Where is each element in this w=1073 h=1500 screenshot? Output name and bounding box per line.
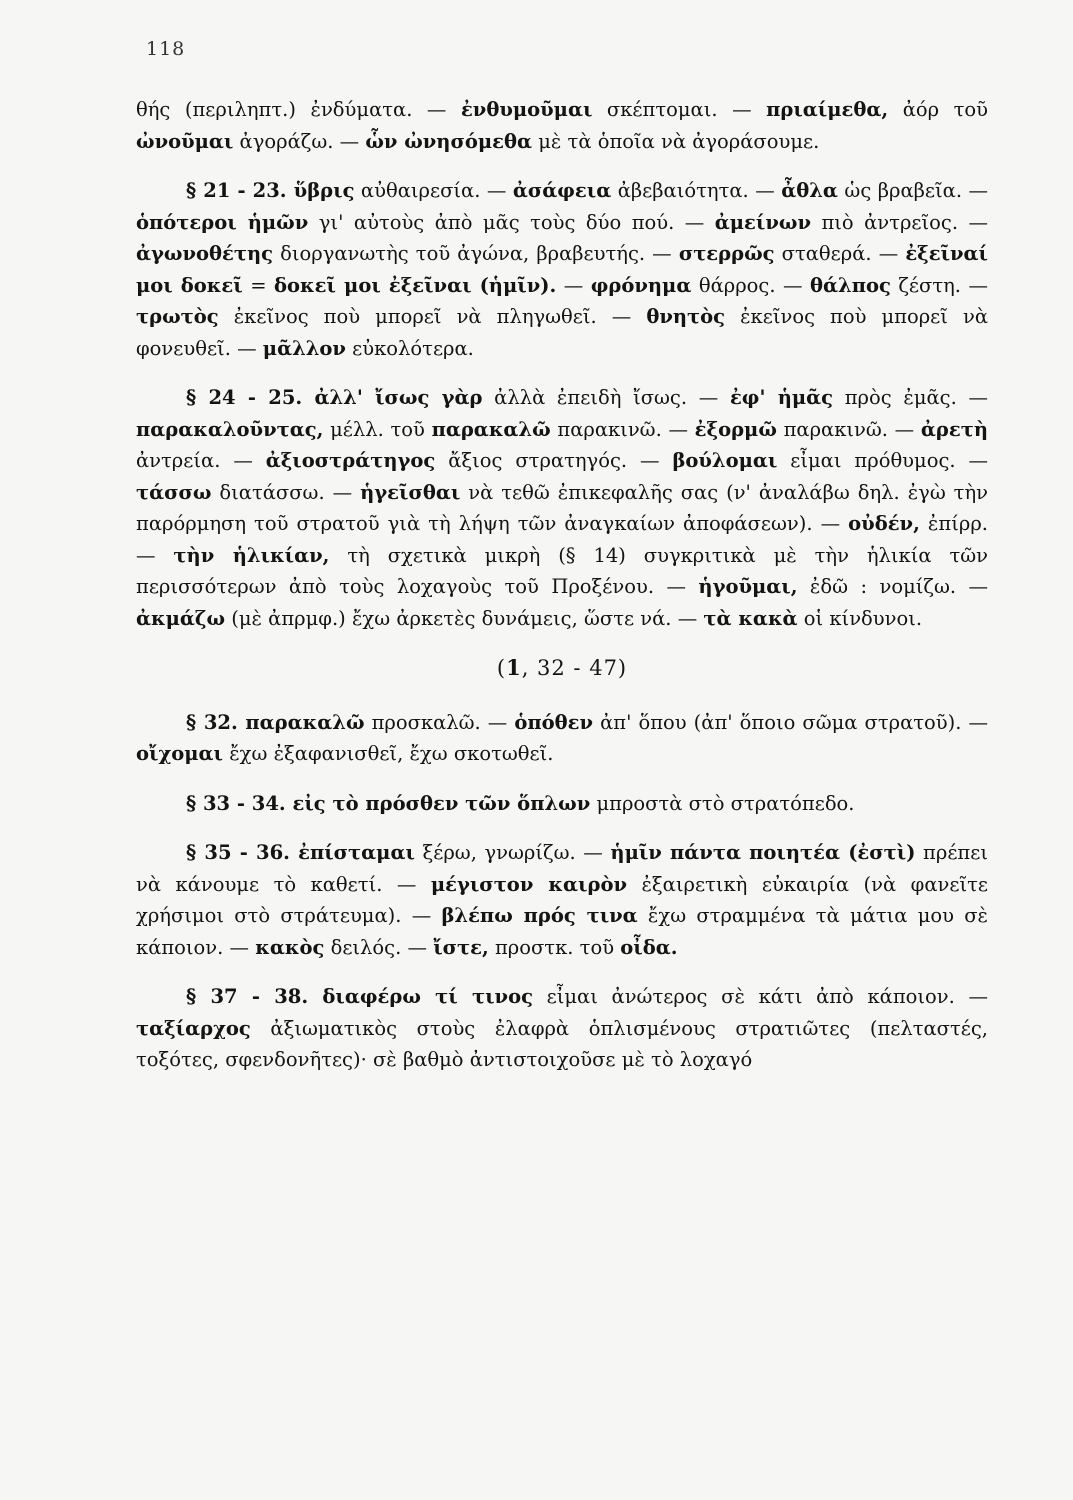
glossary-paragraph bbox=[136, 175, 988, 364]
glossary-term: ἐφ' ἡμᾶς bbox=[729, 386, 834, 409]
glossary-term: θάλπος bbox=[810, 273, 891, 297]
glossary-text: διατάσσω. — bbox=[211, 480, 361, 504]
glossary-term: φρόνημα bbox=[590, 273, 692, 297]
glossary-paragraph bbox=[136, 788, 988, 820]
glossary-text: ( bbox=[496, 656, 507, 680]
glossary-term: οὐδέν, bbox=[848, 512, 920, 535]
glossary-term: ἡγεῖσθαι bbox=[360, 480, 461, 504]
glossary-text: ἐκεῖνος ποὺ μπορεῖ νὰ φονευθεῖ. — bbox=[136, 305, 988, 360]
glossary-text: σκέπτομαι. — bbox=[592, 98, 767, 121]
glossary-text: = bbox=[242, 273, 275, 297]
glossary-term: ἐξορμῶ bbox=[694, 417, 777, 441]
glossary-text: (μὲ ἀπρμφ.) ἔχω ἀρκετὲς δυνάμεις, ὥστε νά. — bbox=[225, 606, 704, 630]
glossary-term: ὠνοῦμαι bbox=[136, 129, 234, 153]
glossary-text: προστκ. τοῦ bbox=[488, 935, 621, 959]
glossary-term: κακὸς bbox=[255, 935, 325, 959]
glossary-term: ἐνθυμοῦμαι bbox=[460, 98, 593, 121]
glossary-term: μᾶλλον bbox=[262, 336, 346, 360]
glossary-text: αὐθαιρεσία. — bbox=[354, 179, 513, 202]
glossary-term: ἀσάφεια bbox=[512, 179, 612, 202]
glossary-term: οἶδα. bbox=[620, 935, 678, 959]
glossary-term: ἀρετὴ bbox=[920, 417, 989, 441]
glossary-term: ἡμῖν πάντα ποιητέα (ἐστὶ) bbox=[610, 841, 916, 864]
glossary-text: ἐδῶ : νομίζω. — bbox=[797, 575, 988, 598]
glossary-text: ὡς βραβεῖα. — bbox=[837, 179, 989, 202]
glossary-term: ὁπότεροι ἡμῶν bbox=[136, 210, 309, 234]
glossary-text: οἱ κίνδυνοι. bbox=[797, 606, 923, 630]
glossary-text: πρὸς ἐμᾶς. — bbox=[833, 386, 988, 409]
glossary-term: 1 bbox=[506, 655, 522, 680]
glossary-text: μὲ τὰ ὁποῖα νὰ ἀγοράσουμε. bbox=[532, 129, 820, 153]
glossary-text: ξέρω, γνωρίζω. — bbox=[414, 841, 611, 864]
glossary-text: ἀντρεία. — bbox=[136, 449, 266, 472]
glossary-term: ἡγοῦμαι, bbox=[698, 575, 798, 598]
glossary-term: τρωτὸς bbox=[136, 305, 219, 328]
glossary-term: § 37 - 38. διαφέρω τί τινος bbox=[186, 985, 533, 1008]
glossary-term: ἀμείνων bbox=[714, 210, 811, 234]
glossary-term: ὁπόθεν bbox=[514, 710, 594, 734]
glossary-term: μέγιστον καιρὸν bbox=[430, 872, 627, 896]
glossary-text: εἶμαι πρόθυμος. — bbox=[777, 449, 988, 472]
glossary-paragraph bbox=[136, 382, 988, 634]
glossary-term: § 32. παρακαλῶ bbox=[186, 710, 365, 734]
glossary-text: ἔχω στραμμένα τὰ μάτια μου σὲ κάποιον. — bbox=[136, 904, 989, 959]
glossary-text: ἔχω ἐξαφανισθεῖ, ἔχω σκοτωθεῖ. bbox=[223, 742, 554, 765]
glossary-text: διοργανωτὴς τοῦ ἀγώνα, βραβευτής. — bbox=[273, 242, 679, 265]
glossary-term: οἴχομαι bbox=[136, 742, 223, 765]
glossary-term: ἆθλα bbox=[781, 179, 838, 202]
glossary-term: ὧν ὠνησόμεθα bbox=[365, 129, 533, 153]
glossary-text: ἀόρ τοῦ bbox=[888, 98, 988, 121]
glossary-text: ἄξιος στρατηγός. — bbox=[435, 449, 673, 472]
glossary-term: ἀξιοστράτηγος bbox=[265, 449, 436, 472]
glossary-text: ἀλλὰ ἐπειδὴ ἴσως. — bbox=[482, 386, 730, 409]
glossary-paragraph bbox=[136, 981, 988, 1076]
glossary-text: εὐκολότερα. bbox=[345, 336, 474, 360]
glossary-text: νὰ τεθῶ ἐπικεφαλῆς σας (ν' ἀναλάβω δηλ. ἐγὼ τὴν παρόρμηση τοῦ στρατοῦ γιὰ τὴ λήψη τῶν ἀναγκαίων ἀποφάσεων). — bbox=[136, 480, 989, 535]
glossary-text: μπροστὰ στὸ στρατόπεδο. bbox=[590, 791, 855, 815]
page-body bbox=[136, 94, 988, 1094]
glossary-term: παρακαλοῦντας, bbox=[136, 417, 324, 441]
glossary-term: βούλομαι bbox=[672, 449, 778, 472]
glossary-term: παρακαλῶ bbox=[431, 417, 551, 441]
glossary-term: στερρῶς bbox=[678, 242, 775, 265]
glossary-term: βλέπω πρός τινα bbox=[441, 904, 638, 927]
glossary-term: ταξίαρχος bbox=[136, 1016, 251, 1040]
glossary-paragraph bbox=[136, 837, 988, 963]
glossary-text: ζέστη. — bbox=[890, 273, 988, 297]
glossary-term: ἴστε, bbox=[433, 935, 489, 959]
glossary-text: παρακινῶ. — bbox=[550, 417, 695, 441]
glossary-text: ἐξαιρετικὴ εὐκαιρία (νὰ φανεῖτε χρήσιμοι στὸ στράτευμα). — bbox=[136, 872, 988, 927]
glossary-text: θάρρος. — bbox=[691, 273, 811, 297]
glossary-term: τὴν ἡλικίαν, bbox=[173, 543, 330, 567]
glossary-term: ἀγωνοθέτης bbox=[136, 242, 274, 265]
glossary-paragraph bbox=[136, 707, 988, 770]
glossary-text: τὴ σχετικὰ μικρὴ (§ 14) συγκριτικὰ μὲ τὴν ἡλικία τῶν περισσότερων ἀπὸ τοὺς λοχαγοὺς τοῦ Προξένου. — bbox=[136, 543, 989, 598]
glossary-term: § 21 - 23. ὕβρις bbox=[186, 179, 355, 202]
glossary-paragraph bbox=[136, 94, 988, 157]
glossary-term: § 33 - 34. εἰς τὸ πρόσθεν τῶν ὅπλων bbox=[186, 791, 591, 815]
glossary-term: πριαίμεθα, bbox=[766, 98, 889, 121]
glossary-text: μέλλ. τοῦ bbox=[323, 417, 432, 441]
glossary-text: , 32 - 47) bbox=[521, 656, 628, 680]
glossary-text: ἀγοράζω. — bbox=[233, 129, 366, 153]
glossary-text: θής (περιληπτ.) ἐνδύματα. — bbox=[136, 98, 461, 121]
glossary-text: γι' αὐτοὺς ἀπὸ μᾶς τοὺς δύο πού. — bbox=[308, 210, 715, 234]
glossary-term: θνητὸς bbox=[646, 305, 726, 328]
glossary-text: πρέπει νὰ κάνουμε τὸ καθετί. — bbox=[136, 841, 988, 896]
page-number: 118 bbox=[146, 38, 186, 60]
glossary-term: τάσσω bbox=[136, 480, 212, 504]
glossary-term: δοκεῖ μοι ἐξεῖναι (ἡμῖν). bbox=[274, 273, 557, 297]
glossary-term: ἐξεῖναί μοι δοκεῖ bbox=[136, 242, 988, 297]
section-heading bbox=[136, 652, 988, 685]
glossary-text: σταθερά. — bbox=[774, 242, 906, 265]
glossary-term: ἀκμάζω bbox=[136, 606, 226, 630]
glossary-text: ἐκεῖνος ποὺ μπορεῖ νὰ πληγωθεῖ. — bbox=[218, 305, 647, 328]
glossary-term: § 35 - 36. ἐπίσταμαι bbox=[186, 841, 415, 864]
glossary-text: — bbox=[556, 273, 591, 297]
glossary-text: εἶμαι ἀνώτερος σὲ κάτι ἀπὸ κάποιον. — bbox=[532, 985, 988, 1008]
glossary-term: τὰ κακὰ bbox=[703, 606, 798, 630]
glossary-term: § 24 - 25. ἀλλ' ἴσως γὰρ bbox=[186, 386, 483, 409]
glossary-text: ἀπ' ὅπου (ἀπ' ὅποιο σῶμα στρατοῦ). — bbox=[593, 710, 988, 734]
glossary-text: παρακινῶ. — bbox=[776, 417, 921, 441]
glossary-text: πιὸ ἀντρεῖος. — bbox=[810, 210, 988, 234]
glossary-text: ἐπίρρ. — bbox=[136, 512, 988, 567]
glossary-text: ἀβεβαιότητα. — bbox=[611, 179, 782, 202]
glossary-text: ἀξιωματικὸς στοὺς ἐλαφρὰ ὁπλισμένους στρατιῶτες (πελταστές, τοξότες, σφενδονῆτες)· σὲ βαθμὸ ἀντιστοιχοῦσε μὲ τὸ λοχαγό bbox=[136, 1016, 988, 1071]
glossary-text: προσκαλῶ. — bbox=[364, 710, 515, 734]
glossary-text: δειλός. — bbox=[324, 935, 434, 959]
